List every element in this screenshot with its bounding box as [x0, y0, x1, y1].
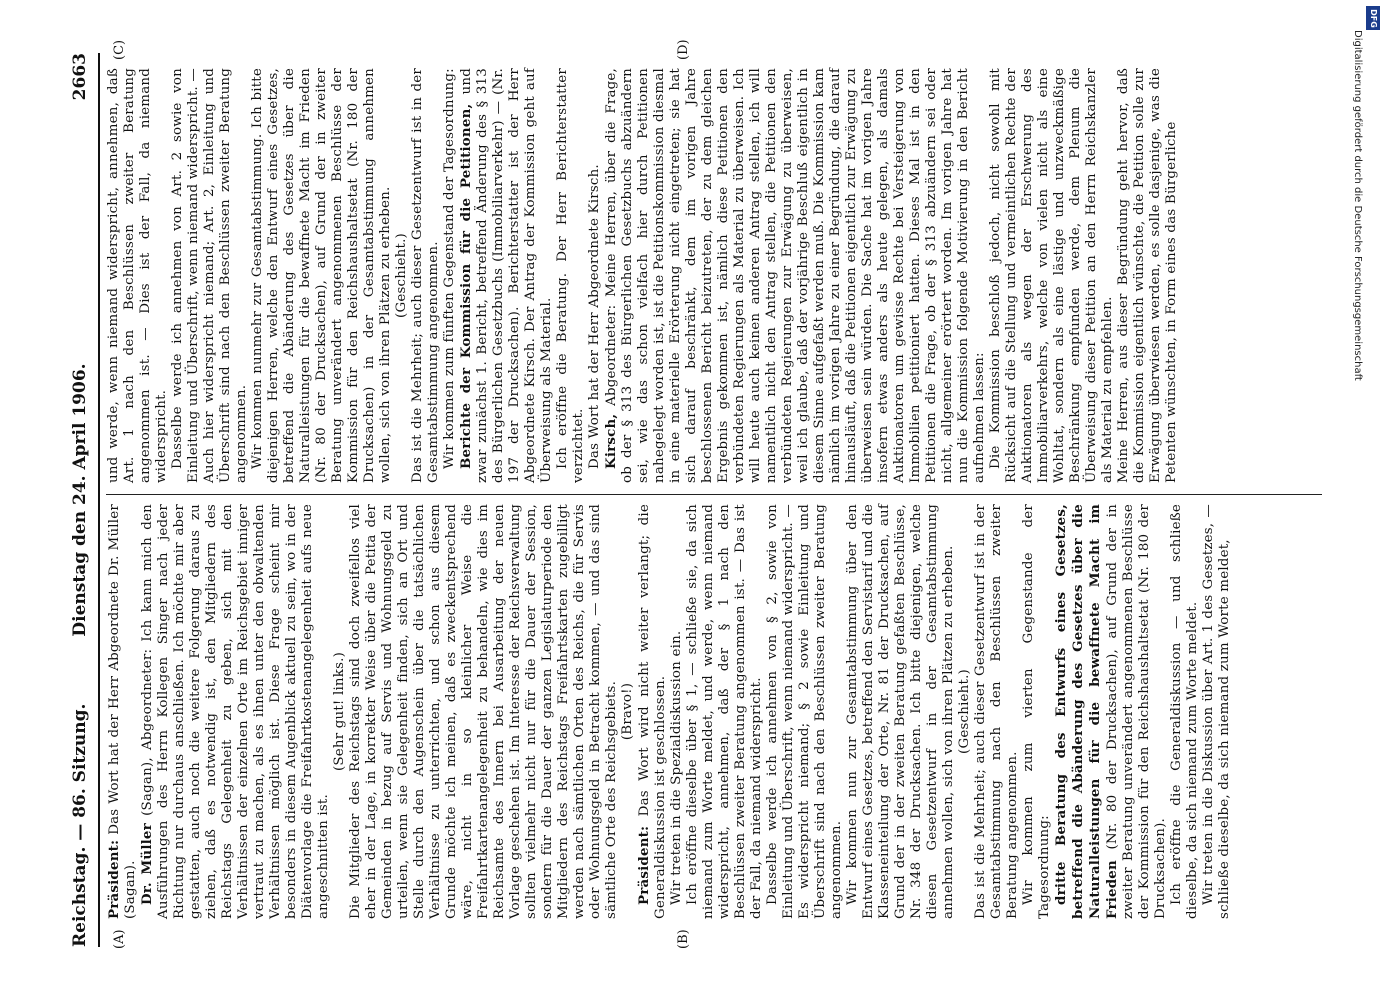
- dfg-logo: [1366, 6, 1380, 30]
- dfg-logo-text: DFG: [1368, 8, 1378, 28]
- paragraph-text: (Bravo!): [620, 682, 635, 741]
- paragraph: [442, 68, 458, 483]
- header-page-number: 2663: [70, 53, 90, 101]
- paragraph-text: Das Wort wird nicht weiter verlangt; die Generaldiskussion ist geschlossen.: [637, 504, 668, 919]
- paragraph-text: (Sehr gut! links.): [332, 651, 347, 772]
- margin-mark-d: (D): [676, 39, 691, 60]
- paragraph-text: Das ist die Mehrheit; auch dieser Gesetzentwurf ist in der Gesamtabstimmung angenommen.: [410, 68, 441, 483]
- paragraph-text: (Nr. 80 der Drucksachen), auf Grund der in zweiter Beratung unverändert angenommenen Beschlüsse der Kommission für den Reichshaushaltsetat (Nr. 180 der Drucksachen).: [1105, 504, 1168, 919]
- paragraph-text: (Sagan), Abgeordneter: Ich kann mich den Ausführungen des Herrn Kollegen Singer nach jeder Richtung nur durchaus anschließen. Ich möchte mir aber gestatten, auch noch die weitere Folgerung daraus zu ziehen, daß es notwendig ist, den Mitgliedern des Reichstags Gelegenheit zu geben, sich mit den Verhältnissen der einzelnen Orte im Reichsgebiet inniger vertraut zu machen, als es ihnen unter den obwaltenden Verhältnissen möglich ist. Diese Frage scheint mir besonders in diesem Augenblick aktuell zu sein, wo in der Diätenvorlage die Freifahrtkostenangelegenheit aufs neue angeschnitten ist.: [140, 504, 331, 919]
- paragraph-text: und zwar zunächst 1. Bericht, betreffend Änderung des § 313 des Bürgerlichen Gesetzbuchs (Immobiliarverkehr) — (Nr. 197 der Drucksachen). Berichterstatter ist der Herr Abgeordnete Kirsch. Der Antrag der Kommission geht auf Überweisung als Material.: [459, 68, 554, 483]
- paragraph-bold-lead: Präsident:: [106, 839, 122, 919]
- paragraph: [636, 504, 669, 919]
- paragraph-text: Das Wort hat der Herr Abgeordnete Dr. Müller (Sagan).: [107, 504, 138, 919]
- paragraph: [1169, 504, 1201, 919]
- paragraph: [603, 68, 988, 483]
- paragraph-text: Ich eröffne dieselbe über § 1, — schließe sie, da sich niemand zum Worte meldet, und werde, wenn niemand widerspricht, annehmen, daß der § 1 nach den Beschlüssen zweiter Beratung angenommen ist. — Das ist der Fall, da niemand widerspricht.: [685, 504, 764, 919]
- paragraph-text: (Geschieht.): [394, 233, 409, 318]
- paragraph: [1053, 504, 1169, 919]
- right-column: [106, 68, 1322, 483]
- paragraph: [348, 504, 620, 919]
- digitization-credit: Digitalisierung gefördert durch die Deutsche Forschungsgemeinschaft: [1352, 30, 1363, 381]
- paragraph: [1116, 68, 1180, 483]
- paragraph-bold-lead: dritte Beratung des Entwurfs eines Gesetzes, betreffend die Abänderung des Gesetzes über die Naturalleistungen für die bewaffnete Macht im Frieden: [1053, 504, 1120, 919]
- page-header: [70, 53, 96, 947]
- paragraph-bold-lead: Berichte der Kommission für die Petitionen,: [458, 103, 474, 469]
- paragraph-text: Das ist die Mehrheit; auch dieser Gesetzentwurf ist in der Gesamtabstimmung nach den Beschlüssen zweiter Beratung angenommen.: [973, 504, 1020, 919]
- paragraph: [685, 504, 765, 919]
- paragraph-text: Wir kommen nun zur Gesamtabstimmung über den Entwurf eines Gesetzes, betreffend den Servistarif und die Klasseneinteilung der Orte, Nr. 81 der Drucksachen, auf Grund der in der zweiten Beratung gefaßten Beschlüsse, Nr. 348 der Drucksachen. Ich bitte diejenigen, welche diesen Gesetzentwurf in der Gesamtabstimmung annehmen wollen, sich von ihren Plätzen zu erheben.: [845, 504, 956, 919]
- paragraph-text: Dasselbe werde ich annehmen von Art. 2 sowie von Einleitung und Überschrift, wenn niemand widerspricht. — Auch hier widerspricht niemand; Art. 2, Einleitung und Überschrift sind nach den Beschlüssen zweiter Beratung angenommen.: [170, 68, 249, 483]
- paragraph-text: Das Wort hat der Herr Abgeordnete Kirsch.: [587, 164, 602, 469]
- paragraph: [620, 504, 636, 919]
- header-session: Reichstag. — 86. Sitzung.: [70, 703, 90, 947]
- margin-mark-c: (C): [112, 39, 127, 60]
- paragraph-text: (Geschieht.): [957, 669, 972, 754]
- paragraph: [973, 504, 1021, 919]
- paragraph: [139, 504, 332, 919]
- rotated-page: [32, 35, 1332, 965]
- paragraph-text: Die Mitglieder des Reichstags sind doch zweifellos viel eher in der Lage, in korrekter Weise über die Petita der Gemeinden in bezug auf Servis und Wohnungsgeld zu urteilen, wenn sie Gelegenheit finden, sich an Ort und Stelle durch den Augenschein über die tatsächlichen Verhältnisse zu unterrichten, und schon aus diesem Grunde möchte ich meinen, daß es zweckentsprechend wäre, nicht in so kleinlicher Weise die Freifahrtkartenangelegenheit zu behandeln, wie dies im Reichsamte des Innern bei Ausarbeitung der neuen Vorlage geschehen ist. Im Interesse der Reichsverwaltung sollten vielmehr nicht nur für die Dauer der Session, sondern für die Dauer der ganzen Legislaturperiode den Mitgliedern des Reichstags Freifahrtskarten zugebilligt werden nach sämtlichen Orten des Reichs, die für Servis oder Wohnungsgeld in Betracht kommen, — und das sind sämtliche Orte des Reichsgebiets.: [348, 504, 619, 919]
- paragraph-text: Ich eröffne die Beratung. Der Herr Berichterstatter verzichtet.: [555, 68, 586, 483]
- paragraph-bold-lead: Dr. Müller: [139, 823, 155, 905]
- paragraph: [1021, 504, 1053, 919]
- paragraph: [394, 68, 410, 483]
- paragraph: [1201, 504, 1233, 919]
- paragraph-text: Ich eröffne die Generaldiskussion — und schließe dieselbe, da sich niemand zum Worte meldet.: [1169, 504, 1200, 919]
- paragraph: [170, 68, 250, 483]
- paragraph: [410, 68, 442, 483]
- paragraph: [669, 504, 685, 919]
- header-date: Dienstag den 24. April 1906.: [70, 363, 90, 637]
- paragraph: [587, 68, 603, 483]
- column-divider: [106, 494, 1322, 495]
- paragraph-text: und werde, wenn niemand widerspricht, annehmen, daß Art. 1 nach den Beschlüssen zweiter Beratung angenommen ist. — Dies ist der Fall, da niemand widerspricht.: [106, 68, 169, 483]
- paragraph: [106, 68, 170, 483]
- paragraph-text: Meine Herren, aus dieser Begründung geht hervor, daß die Kommission eigentlich wünschte, die Petition solle zur Erwägung überwiesen werden, es solle dasjenige, was die Petenten wünschten, in Form eines das Bürgerliche: [1116, 68, 1179, 483]
- paragraph-bold-lead: Präsident:: [636, 825, 652, 905]
- paragraph: [845, 504, 957, 919]
- paragraph-text: Abgeordneter: Meine Herren, über die Frage, ob der § 313 des Bürgerlichen Gesetzbuchs abzuändern sei, wie das schon vielfach hier durch Petitionen nahegelegt worden ist, ist die Petitionskommission diesmal in eine materielle Erörterung nicht eingetreten; sie hat sich darauf beschränkt, dem im vorigen Jahre beschlossenen Bericht beizutreten, der zu dem gleichen Ergebnis gekommen ist, nämlich diese Petitionen den verbündeten Regierungen als Material zu überweisen. Ich will heute auch keinen anderen Antrag stellen, ich will namentlich nicht den Antrag stellen, die Petitionen den verbündeten Regierungen zur Erwägung zu überweisen, weil ich glaube, daß der vorjährige Beschluß eigentlich in diesem Sinne aufgefaßt werden muß. Die Kommission kam nämlich im vorigen Jahre zu einer Begründung, die darauf hinausläuft, daß die Petitionen eigentlich zur Erwägung zu überweisen sein würden. Die Sache hat im vorigen Jahre insofern etwas anders als heute gelegen, als damals Auktionatoren um gewisse Rechte bei Versteigerung von Immobilien petitioniert hatten. Dieses Mal ist in den Petitionen die Frage, ob der § 313 abzuändern sei oder nicht, allgemeiner erörtert worden. Im vorigen Jahre hat nun die Kommission folgende Motivierung in den Bericht aufnehmen lassen:: [604, 68, 987, 483]
- paragraph: [332, 504, 348, 919]
- margin-mark-b: (B): [676, 929, 691, 949]
- paragraph: [765, 504, 845, 919]
- paragraph-text: Wir kommen zum vierten Gegenstande der Tagesordnung:: [1021, 504, 1052, 919]
- paragraph: [106, 504, 139, 919]
- paragraph-text: Dasselbe werde ich annehmen von § 2, sowie von Einleitung und Überschrift, wenn niemand widerspricht. — Es widerspricht niemand; § 2 sowie Einleitung und Überschrift sind nach den Beschlüssen zweiter Beratung angenommen.: [765, 504, 844, 919]
- paragraph: [250, 68, 394, 483]
- paragraph: [957, 504, 973, 919]
- paragraph: [458, 68, 555, 483]
- paragraph: [988, 68, 1116, 483]
- paragraph: [555, 68, 587, 483]
- paragraph-bold-lead: Kirsch,: [603, 413, 619, 469]
- paragraph-text: Wir treten in die Diskussion über Art. 1 des Gesetzes, — schließe dieselbe, da sich niemand zum Worte meldet,: [1201, 504, 1232, 919]
- paragraph-text: Wir kommen nunmehr zur Gesamtabstimmung. Ich bitte diejenigen Herren, welche den Entwurf eines Gesetzes, betreffend die Abänderung des Gesetzes über die Naturalleistungen für die bewaffnete Macht im Frieden (Nr. 80 der Drucksachen), auf Grund der in zweiter Beratung unverändert angenommenen Beschlüsse der Kommission für den Reichshaushaltsetat (Nr. 180 der Drucksachen) in der Gesamtabstimmung annehmen wollen, sich von ihren Plätzen zu erheben.: [250, 68, 393, 483]
- paragraph-text: Die Kommission beschloß jedoch, nicht sowohl mit Rücksicht auf die Stellung und vermeintlichen Rechte der Auktionatoren als wegen der Erschwerung des Immobiliarverkehrs, welche von vielen nicht als eine Wohltat, sondern als eine lästige und unzweckmäßige Beschränkung empfunden werde, dem Plenum die Überweisung dieser Petition an den Herrn Reichskanzler als Material zu empfehlen.: [988, 68, 1115, 483]
- header-rule: [98, 53, 100, 947]
- paragraph-text: Wir kommen zum fünften Gegenstand der Tagesordnung:: [442, 68, 457, 469]
- paragraph-text: Wir treten in die Spezialdiskussion ein.: [669, 630, 684, 905]
- margin-mark-a: (A): [112, 929, 127, 949]
- left-column: [106, 504, 1322, 919]
